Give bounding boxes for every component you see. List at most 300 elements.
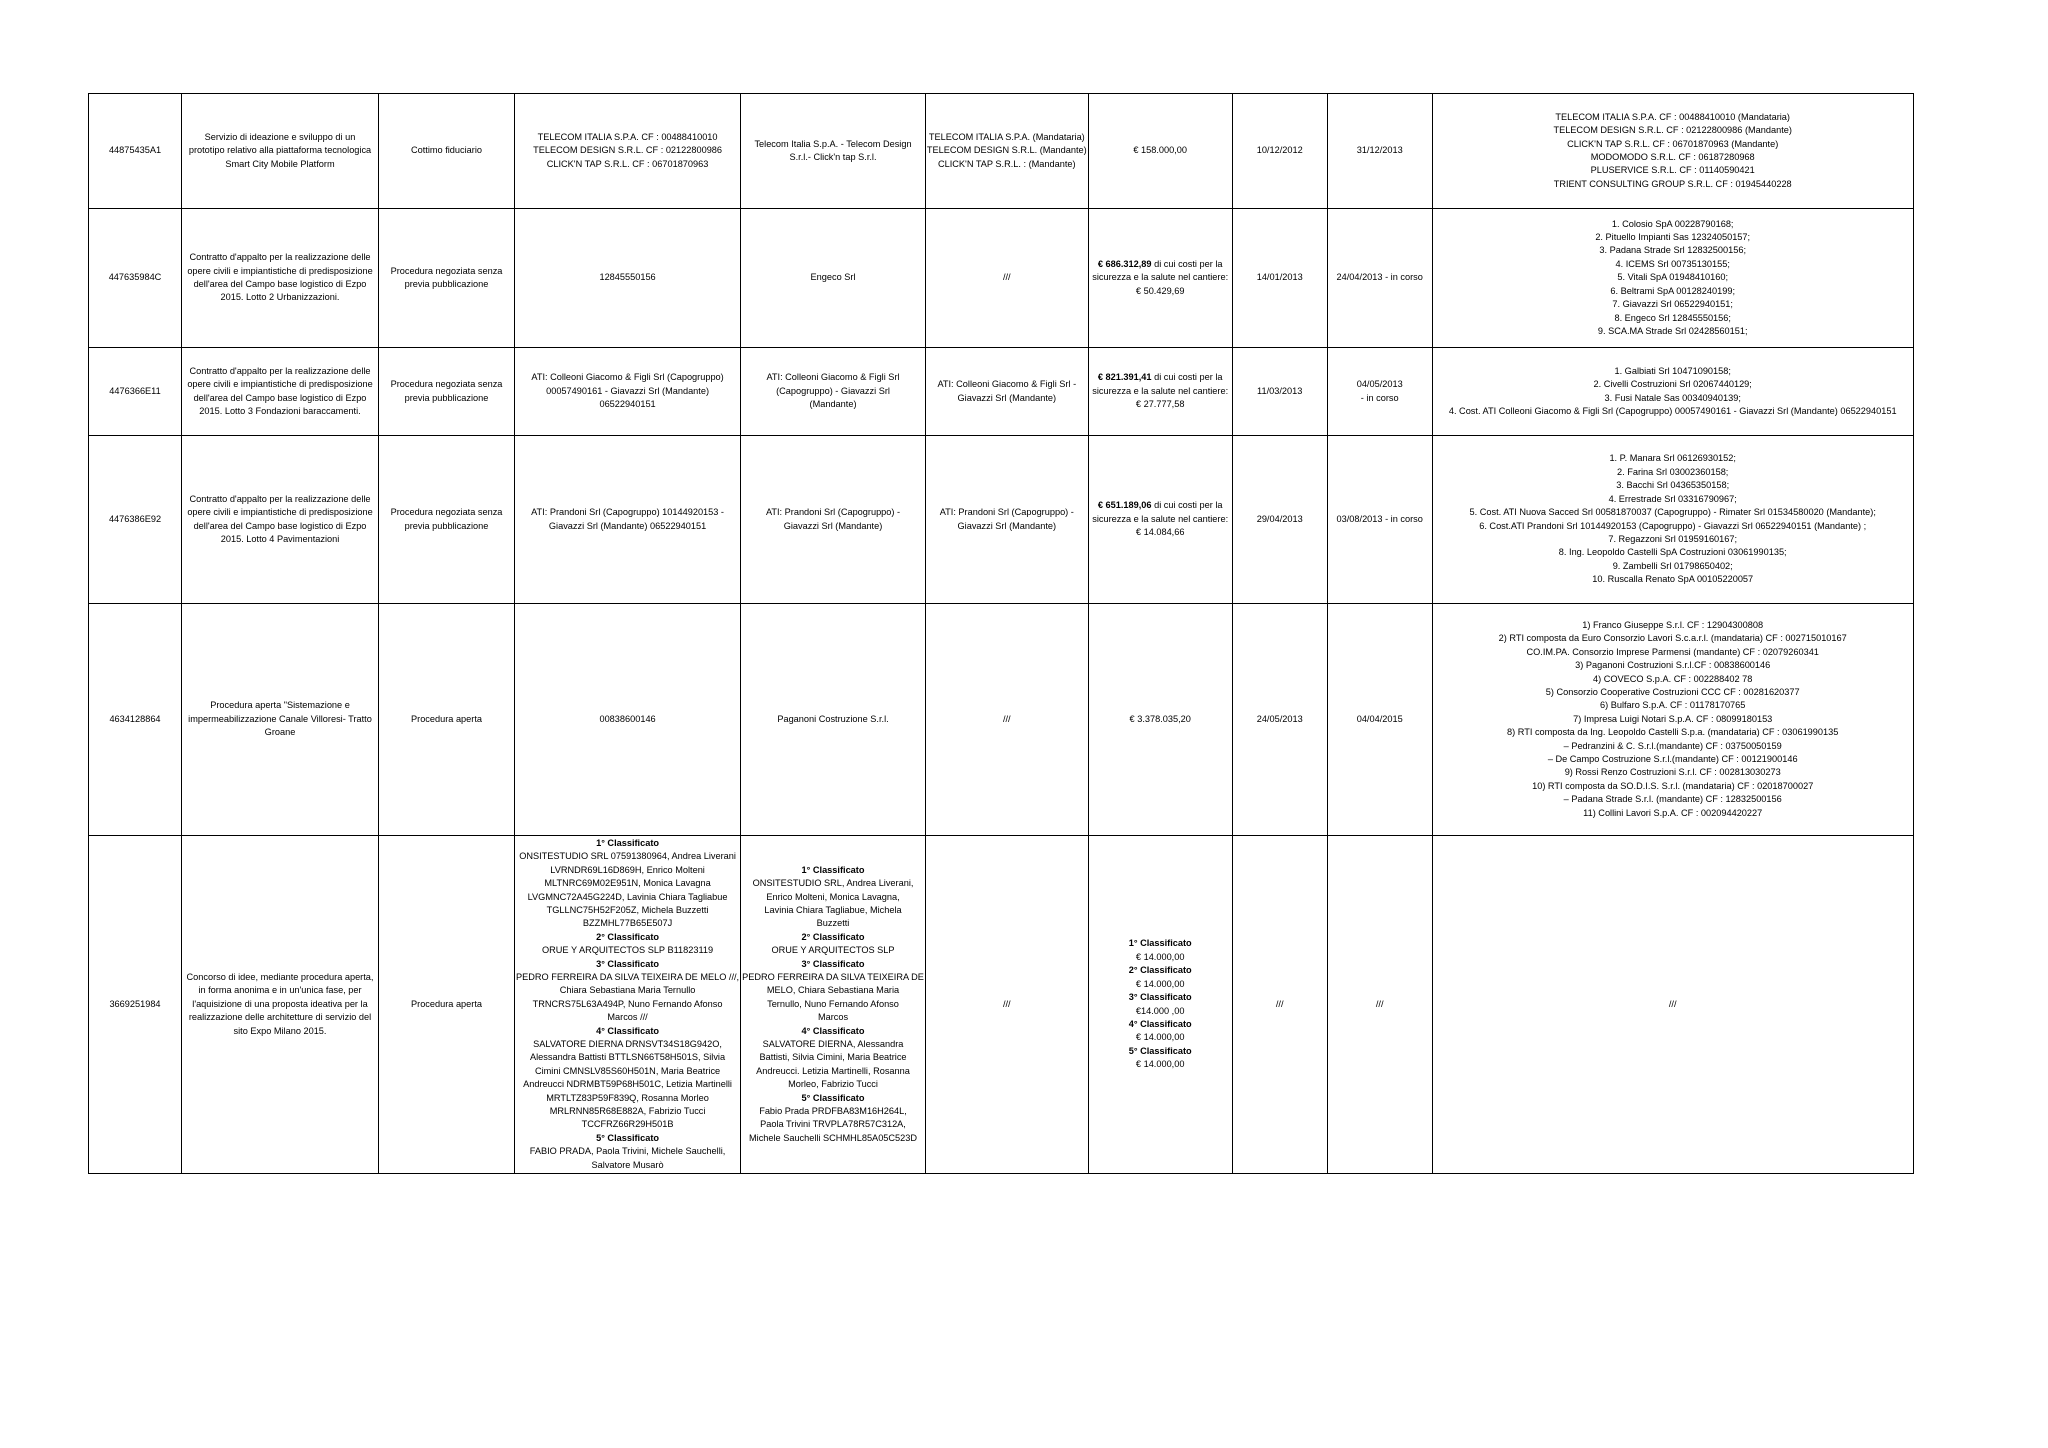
- plain-text: Paola Trivini TRVPLA78R57C312A,: [760, 1119, 906, 1130]
- text-line: 4. ICEMS Srl 00735130155;: [1615, 258, 1730, 269]
- text-line: [516, 1092, 739, 1105]
- text-line: [516, 1051, 739, 1064]
- bold-text: 2° Classificato: [801, 931, 865, 942]
- text-line: 2. Farina Srl 03002360158;: [1617, 466, 1729, 477]
- text-line: [516, 931, 739, 944]
- plain-text: € 14.084,66: [1135, 527, 1185, 538]
- text-line: [516, 984, 739, 997]
- text-line: 4. Errestrade Srl 03316790967;: [1608, 493, 1737, 504]
- text-line: [516, 1118, 739, 1131]
- plain-text: PEDRO FERREIRA DA SILVA TEIXEIRA DE MELO ///,: [516, 971, 740, 982]
- text-line: [742, 520, 924, 533]
- text-line: [516, 904, 739, 917]
- text-line: 4) COVECO S.p.A. CF : 002288402 78: [1593, 673, 1753, 684]
- table-row: [89, 836, 1914, 1174]
- text-line: PLUSERVICE S.R.L. CF : 01140590421: [1590, 165, 1755, 176]
- text-line: [742, 1132, 924, 1145]
- text-line: dell'area del Campo base logistico di Ezpo: [193, 392, 367, 403]
- text-line: 31/12/2013: [1356, 145, 1403, 156]
- table-row: [89, 209, 1914, 348]
- text-line: [516, 1132, 739, 1145]
- text-line: 2. Pituello Impianti Sas 12324050157;: [1595, 232, 1751, 243]
- bold-text: € 686.312,89: [1097, 258, 1152, 269]
- plain-text: Marcos ///: [607, 1012, 648, 1023]
- text-line: 2015. Lotto 2 Urbanizzazioni.: [220, 292, 340, 303]
- text-line: [516, 1011, 739, 1024]
- text-line: [742, 371, 924, 384]
- text-line: 04/05/2013: [1356, 379, 1403, 390]
- procedura-cell: [379, 604, 515, 836]
- text-line: Smart City Mobile Platform: [225, 158, 335, 169]
- text-line: [742, 944, 924, 957]
- text-line: [742, 904, 924, 917]
- bold-text: 5° Classificato: [1128, 1045, 1192, 1056]
- text-line: ///: [1375, 998, 1384, 1009]
- bold-text: 2° Classificato: [596, 931, 660, 942]
- text-line: Giavazzi Srl (Mandante): [957, 392, 1057, 403]
- invitati-cell: [515, 94, 741, 209]
- plain-text: € 3.378.035,20: [1129, 713, 1191, 724]
- text-line: [516, 158, 739, 171]
- text-line: [516, 1025, 739, 1038]
- plain-text: TRNCRS75L63A494P, Nuno Fernando Afonso: [532, 998, 723, 1009]
- text-line: 2015. Lotto 3 Fondazioni baraccamenti.: [199, 405, 361, 416]
- data-inizio-cell: [1232, 209, 1327, 348]
- bold-text: 4° Classificato: [1128, 1018, 1192, 1029]
- bold-text: 4° Classificato: [801, 1025, 865, 1036]
- oggetto-cell: [182, 348, 379, 436]
- cig-cell: [89, 604, 182, 836]
- text-line: TELECOM ITALIA S.P.A. (Mandataria): [928, 131, 1085, 142]
- plain-text: (Capogruppo) - Giavazzi Srl: [776, 385, 890, 396]
- plain-text: Salvatore Musarò: [591, 1159, 664, 1170]
- text-line: [742, 1105, 924, 1118]
- text-line: [742, 1011, 924, 1024]
- plain-text: TELECOM DESIGN S.R.L. CF : 02122800986: [533, 145, 723, 156]
- cell-text: 44875435A1: [108, 145, 162, 156]
- cell-text: 4476386E92: [108, 513, 162, 524]
- plain-text: € 14.000,00: [1135, 978, 1185, 989]
- plain-text: Telecom Italia S.p.A. - Telecom Design: [754, 138, 912, 149]
- plain-text: 00838600146: [599, 713, 656, 724]
- text-line: [742, 931, 924, 944]
- text-line: [742, 506, 924, 519]
- text-line: 1. P. Manara Srl 06126930152;: [1609, 453, 1736, 464]
- invitati-cell: [515, 209, 741, 348]
- text-line: 03/08/2013 - in corso: [1336, 513, 1423, 524]
- importo-cell: [1088, 348, 1232, 436]
- text-line: [742, 1078, 924, 1091]
- text-line: 29/04/2013: [1256, 513, 1303, 524]
- bold-text: 4° Classificato: [596, 1025, 660, 1036]
- ati-cell: [925, 836, 1088, 1174]
- text-line: TELECOM ITALIA S.P.A. CF : 00488410010 (Mandataria): [1555, 111, 1790, 122]
- text-line: 4. Cost. ATI Colleoni Giacomo & Figli Srl (Capogruppo) 00057490161 - Giavazzi Srl (Mandante) 06522940151: [1448, 405, 1897, 416]
- plain-text: di cui costi per la: [1151, 372, 1223, 383]
- text-line: [742, 971, 924, 984]
- plain-text: € 14.000,00: [1135, 1059, 1185, 1070]
- invitati-cell: [515, 604, 741, 836]
- text-line: [516, 1078, 739, 1091]
- plain-text: Paganoni Costruzione S.r.l.: [777, 713, 889, 724]
- text-line: [1090, 513, 1231, 526]
- plain-text: di cui costi per la: [1151, 500, 1223, 511]
- partecipanti-cell: [1432, 209, 1913, 348]
- text-line: previa pubblicazione: [404, 520, 489, 531]
- text-line: [516, 371, 739, 384]
- text-line: 8) RTI composta da Ing. Leopoldo Castelli S.p.a. (mandataria) CF : 03061990135: [1507, 727, 1839, 738]
- text-line: CLICK'N TAP S.R.L. CF : 06701870963 (Mandante): [1567, 138, 1779, 149]
- text-line: in forma anonima e in un'unica fase, per: [198, 985, 362, 996]
- bold-text: € 821.391,41: [1097, 372, 1152, 383]
- data-fine-cell: [1327, 348, 1432, 436]
- text-line: 10. Ruscalla Renato SpA 00105220057: [1592, 574, 1754, 585]
- bold-text: € 651.189,06: [1097, 500, 1152, 511]
- procedura-cell: [379, 348, 515, 436]
- plain-text: Buzzetti: [816, 918, 850, 929]
- cell-text: 4634128864: [109, 713, 161, 724]
- text-line: 2) RTI composta da Euro Consorzio Lavori S.c.a.r.l. (mandataria) CF : 002715010167: [1498, 633, 1847, 644]
- text-line: [1090, 271, 1231, 284]
- text-line: [516, 144, 739, 157]
- text-line: [1090, 398, 1231, 411]
- plain-text: TELECOM ITALIA S.P.A. CF : 00488410010: [537, 131, 718, 142]
- text-line: [742, 877, 924, 890]
- cig-cell: [89, 348, 182, 436]
- text-line: Procedura aperta: [411, 713, 482, 724]
- text-line: 10/12/2012: [1256, 145, 1303, 156]
- text-line: [742, 385, 924, 398]
- text-line: [516, 385, 739, 398]
- oggetto-cell: [182, 94, 379, 209]
- text-line: 5) Consorzio Cooperative Costruzioni CCC CF : 00281620377: [1545, 686, 1800, 697]
- text-line: [742, 958, 924, 971]
- text-line: [1090, 385, 1231, 398]
- plain-text: Marcos: [817, 1012, 849, 1023]
- oggetto-cell: [182, 604, 379, 836]
- plain-text: Andreucci NDRMBT59P68H501C, Letizia Martinelli: [523, 1079, 732, 1090]
- text-line: TELECOM DESIGN S.R.L. (Mandante): [926, 145, 1087, 156]
- text-line: 11/03/2013: [1257, 385, 1303, 396]
- text-line: dell'area del Campo base logistico di Ezpo: [193, 279, 367, 289]
- plain-text: ATI: Colleoni Giacomo & Figli Srl: [766, 372, 900, 383]
- plain-text: Chiara Sebastiana Maria Ternullo: [559, 985, 696, 996]
- text-line: realizzazione delle architetture di servizio del: [188, 1012, 372, 1023]
- text-line: [1090, 371, 1231, 384]
- text-line: ///: [1002, 272, 1011, 283]
- text-line: Servizio di ideazione e sviluppo di un: [204, 131, 356, 142]
- text-line: ATI: Prandoni Srl (Capogruppo) -: [939, 507, 1074, 518]
- text-line: [1090, 1018, 1231, 1031]
- text-line: [516, 131, 739, 144]
- plain-text: Michele Sauchelli SCHMHL85A05C523D: [749, 1132, 918, 1143]
- plain-text: Giavazzi Srl (Mandante) 06522940151: [548, 520, 707, 531]
- ati-cell: [925, 604, 1088, 836]
- plain-text: Alessandra Battisti BTTLSN66T58H501S, Silvia: [530, 1052, 726, 1063]
- text-line: 5. Cost. ATI Nuova Sacced Srl 00581870037 (Capogruppo) - Rimater Srl 01534580020 (Mandante);: [1469, 507, 1876, 518]
- text-line: [1090, 951, 1231, 964]
- text-line: - in corso: [1360, 392, 1399, 403]
- text-line: 3. Bacchi Srl 04365350158;: [1616, 480, 1730, 491]
- plain-text: ATI: Colleoni Giacomo & Figli Srl (Capogruppo): [531, 372, 724, 383]
- plain-text: €14.000 ,00: [1135, 1005, 1185, 1016]
- text-line: 3. Fusi Natale Sas 00340940139;: [1604, 392, 1741, 403]
- plain-text: PEDRO FERREIRA DA SILVA TEIXEIRA DE: [742, 971, 924, 982]
- text-line: [516, 713, 739, 726]
- plain-text: € 50.429,69: [1135, 285, 1185, 296]
- plain-text: € 14.000,00: [1135, 951, 1185, 962]
- importo-cell: [1088, 436, 1232, 604]
- text-line: [742, 1025, 924, 1038]
- text-line: [742, 1092, 924, 1105]
- bold-text: 3° Classificato: [596, 958, 660, 969]
- importo-cell: [1088, 94, 1232, 209]
- text-line: 24/04/2013 - in corso: [1336, 272, 1423, 283]
- text-line: Concorso di idee, mediante procedura aperta,: [186, 971, 374, 982]
- ati-cell: [925, 209, 1088, 348]
- text-line: [742, 984, 924, 997]
- plain-text: ORUE Y ARQUITECTOS SLP B11823119: [542, 945, 714, 956]
- text-line: – Padana Strade S.r.l. (mandante) CF : 12832500156: [1563, 794, 1782, 805]
- plain-text: MLTNRC69M02E951N, Monica Lavagna: [544, 878, 711, 889]
- text-line: Procedura negoziata senza: [390, 507, 503, 518]
- text-line: [516, 271, 739, 284]
- text-line: 1. Galbiati Srl 10471090158;: [1614, 365, 1731, 376]
- cig-cell: [89, 209, 182, 348]
- text-line: [742, 1038, 924, 1051]
- plain-text: 06522940151: [599, 399, 656, 410]
- text-line: Procedura negoziata senza: [390, 379, 503, 390]
- aggiudicatario-cell: [741, 348, 926, 436]
- data-inizio-cell: [1232, 94, 1327, 209]
- text-line: 1) Franco Giuseppe S.r.l. CF : 12904300808: [1582, 619, 1764, 630]
- text-line: Giavazzi Srl (Mandante): [957, 520, 1057, 531]
- procedura-cell: [379, 94, 515, 209]
- text-line: [1090, 258, 1231, 271]
- text-line: [516, 398, 739, 411]
- text-line: [742, 1118, 924, 1131]
- plain-text: S.r.l.- Click'n tap S.r.l.: [789, 152, 877, 162]
- table-row: [89, 436, 1914, 604]
- plain-text: € 158.000,00: [1133, 145, 1188, 156]
- plain-text: 00057490161 - Giavazzi Srl (Mandante): [546, 385, 710, 396]
- text-line: [516, 958, 739, 971]
- text-line: Cottimo fiduciario: [411, 145, 482, 156]
- plain-text: MRLRNN85R68E882A, Fabrizio Tucci: [549, 1106, 706, 1117]
- text-line: [1090, 285, 1231, 298]
- text-line: Contratto d'appalto per la realizzazione delle: [189, 493, 371, 504]
- text-line: [516, 850, 739, 863]
- invitati-cell: [515, 348, 741, 436]
- aggiudicatario-cell: [741, 94, 926, 209]
- text-line: [516, 944, 739, 957]
- text-line: [742, 1065, 924, 1078]
- text-line: Contratto d'appalto per la realizzazione delle: [189, 252, 371, 263]
- plain-text: sicurezza e la salute nel cantiere:: [1092, 385, 1229, 396]
- document-page: [88, 93, 1914, 1174]
- plain-text: Andreucci. Letizia Martinelli, Rosanna: [756, 1065, 910, 1076]
- table-row: [89, 604, 1914, 836]
- cell-text: 3669251984: [109, 998, 161, 1009]
- text-line: 2. Civelli Costruzioni Srl 02067440129;: [1593, 379, 1752, 390]
- text-line: ///: [1002, 713, 1011, 724]
- text-line: 7. Regazzoni Srl 01959160167;: [1608, 533, 1738, 544]
- plain-text: € 27.777,58: [1135, 399, 1185, 410]
- partecipanti-cell: [1432, 604, 1913, 836]
- text-line: 11) Collini Lavori S.p.A. CF : 002094420227: [1583, 807, 1763, 818]
- text-line: 3) Paganoni Costruzioni S.r.l.CF : 00838600146: [1575, 660, 1771, 671]
- text-line: [516, 1145, 739, 1158]
- text-line: [1090, 713, 1231, 726]
- plain-text: sicurezza e la salute nel cantiere:: [1092, 513, 1229, 524]
- text-line: ATI: Colleoni Giacomo & Figli Srl -: [937, 379, 1077, 390]
- bold-text: 1° Classificato: [596, 837, 660, 848]
- text-line: 8. Engeco Srl 12845550156;: [1614, 312, 1731, 323]
- aggiudicatario-cell: [741, 209, 926, 348]
- cig-cell: [89, 436, 182, 604]
- text-line: 7. Giavazzi Srl 06522940151;: [1612, 299, 1733, 310]
- text-line: 2015. Lotto 4 Pavimentazioni: [220, 533, 340, 544]
- text-line: CO.IM.PA. Consorzio Imprese Parmensi (mandante) CF : 02079260341: [1526, 646, 1819, 657]
- text-line: [1090, 978, 1231, 991]
- data-inizio-cell: [1232, 436, 1327, 604]
- text-line: 10) RTI composta da SO.D.I.S. S.r.l. (mandataria) CF : 02018700027: [1532, 780, 1814, 791]
- plain-text: di cui costi per la: [1151, 258, 1223, 269]
- text-line: dell'area del Campo base logistico di Ezpo: [193, 520, 367, 531]
- text-line: 04/04/2015: [1356, 713, 1403, 724]
- text-line: [516, 837, 739, 850]
- data-fine-cell: [1327, 836, 1432, 1174]
- text-line: prototipo relativo alla piattaforma tecnologica: [188, 145, 372, 156]
- text-line: [516, 1105, 739, 1118]
- data-fine-cell: [1327, 209, 1432, 348]
- oggetto-cell: [182, 436, 379, 604]
- text-line: 9. Zambelli Srl 01798650402;: [1612, 560, 1733, 571]
- text-line: [742, 271, 924, 284]
- plain-text: ORUE Y ARQUITECTOS SLP: [771, 945, 895, 956]
- cell-text: 4476366E11: [109, 385, 161, 396]
- text-line: [742, 917, 924, 930]
- text-line: opere civili e impiantistiche di predisposizione: [187, 379, 373, 390]
- text-line: 5. Vitali SpA 01948410160;: [1617, 272, 1729, 283]
- plain-text: TCCFRZ66R29H501B: [581, 1119, 674, 1130]
- text-line: [1090, 991, 1231, 1004]
- text-line: [516, 917, 739, 930]
- plain-text: Fabio Prada PRDFBA83M16H264L,: [759, 1106, 907, 1117]
- plain-text: Ternullo, Nuno Fernando Afonso: [767, 998, 899, 1009]
- text-line: [1090, 1031, 1231, 1044]
- importo-cell: [1088, 209, 1232, 348]
- text-line: [742, 891, 924, 904]
- text-line: Procedura aperta "Sistemazione e: [210, 700, 350, 711]
- text-line: CLICK'N TAP S.R.L. : (Mandante): [938, 158, 1076, 169]
- text-line: previa pubblicazione: [404, 392, 489, 403]
- text-line: – Pedranzini & C. S.r.l.(mandante) CF : 03750050159: [1563, 740, 1782, 751]
- invitati-cell: [515, 836, 741, 1174]
- text-line: 1. Colosio SpA 00228790168;: [1611, 218, 1734, 229]
- data-fine-cell: [1327, 436, 1432, 604]
- data-inizio-cell: [1232, 604, 1327, 836]
- text-line: opere civili e impiantistiche di predisposizione: [187, 507, 373, 518]
- text-line: Procedura aperta: [411, 998, 482, 1009]
- plain-text: 12845550156: [599, 272, 656, 283]
- plain-text: TGLLNC75H52F205Z, Michela Buzzetti: [546, 904, 709, 915]
- table-row: [89, 348, 1914, 436]
- text-line: l'aquisizione di una proposta ideativa per la: [192, 998, 368, 1009]
- plain-text: CLICK'N TAP S.R.L. CF : 06701870963: [546, 158, 709, 169]
- text-line: [1090, 964, 1231, 977]
- plain-text: BZZMHL77B65E507J: [582, 918, 673, 929]
- text-line: [742, 398, 924, 411]
- cig-cell: [89, 836, 182, 1174]
- procedura-cell: [379, 436, 515, 604]
- text-line: [516, 877, 739, 890]
- text-line: [742, 998, 924, 1011]
- text-line: 6) Bulfaro S.p.A. CF : 01178170765: [1600, 700, 1746, 711]
- ati-cell: [925, 436, 1088, 604]
- text-line: impermeabilizzazione Canale Villoresi- Tratto: [188, 713, 372, 724]
- ati-cell: [925, 348, 1088, 436]
- plain-text: € 14.000,00: [1135, 1032, 1185, 1043]
- table-row: [89, 94, 1914, 209]
- data-inizio-cell: [1232, 348, 1327, 436]
- plain-text: ONSITESTUDIO SRL, Andrea Liverani,: [752, 878, 914, 889]
- text-line: 24/05/2013: [1256, 713, 1303, 724]
- bold-text: 2° Classificato: [1128, 965, 1192, 976]
- plain-text: Engeco Srl: [810, 272, 856, 283]
- partecipanti-cell: [1432, 348, 1913, 436]
- text-line: [742, 138, 924, 151]
- importo-cell: [1088, 604, 1232, 836]
- text-line: 3. Padana Strade Srl 12832500156;: [1599, 245, 1746, 256]
- text-line: [742, 864, 924, 877]
- bold-text: 3° Classificato: [801, 958, 865, 969]
- cig-cell: [89, 94, 182, 209]
- text-line: TRIENT CONSULTING GROUP S.R.L. CF : 01945440228: [1553, 178, 1792, 189]
- text-line: [516, 998, 739, 1011]
- data-fine-cell: [1327, 94, 1432, 209]
- oggetto-cell: [182, 836, 379, 1174]
- partecipanti-cell: [1432, 436, 1913, 604]
- text-line: sito Expo Milano 2015.: [233, 1025, 327, 1036]
- text-line: 6. Beltrami SpA 00128240199;: [1610, 285, 1736, 296]
- bold-text: 1° Classificato: [801, 864, 865, 875]
- plain-text: SALVATORE DIERNA, Alessandra: [762, 1039, 904, 1050]
- plain-text: (Mandante): [809, 399, 857, 410]
- contracts-table: [88, 93, 1914, 1174]
- text-line: Groane: [264, 727, 296, 738]
- plain-text: FABIO PRADA, Paola Trivini, Michele Sauchelli,: [529, 1146, 726, 1157]
- text-line: [1090, 1058, 1231, 1071]
- plain-text: Lavinia Chiara Tagliabue, Michela: [764, 904, 902, 915]
- text-line: ///: [1002, 998, 1011, 1009]
- text-line: 9) Rossi Renzo Costruzioni S.r.l. CF : 002813030273: [1564, 767, 1781, 778]
- text-line: Procedura negoziata senza: [390, 265, 503, 276]
- bold-text: 5° Classificato: [596, 1132, 660, 1143]
- text-line: 14/01/2013: [1256, 272, 1303, 283]
- text-line: [1090, 1045, 1231, 1058]
- text-line: [516, 864, 739, 877]
- partecipanti-cell: [1432, 836, 1913, 1174]
- plain-text: LVRNDR69L16D869H, Enrico Molteni: [550, 864, 705, 875]
- ati-cell: [925, 94, 1088, 209]
- aggiudicatario-cell: [741, 836, 926, 1174]
- text-line: ///: [1275, 998, 1284, 1009]
- text-line: [1090, 526, 1231, 539]
- text-line: previa pubblicazione: [404, 279, 489, 289]
- plain-text: Enrico Molteni, Monica Lavagna,: [766, 891, 900, 902]
- invitati-cell: [515, 436, 741, 604]
